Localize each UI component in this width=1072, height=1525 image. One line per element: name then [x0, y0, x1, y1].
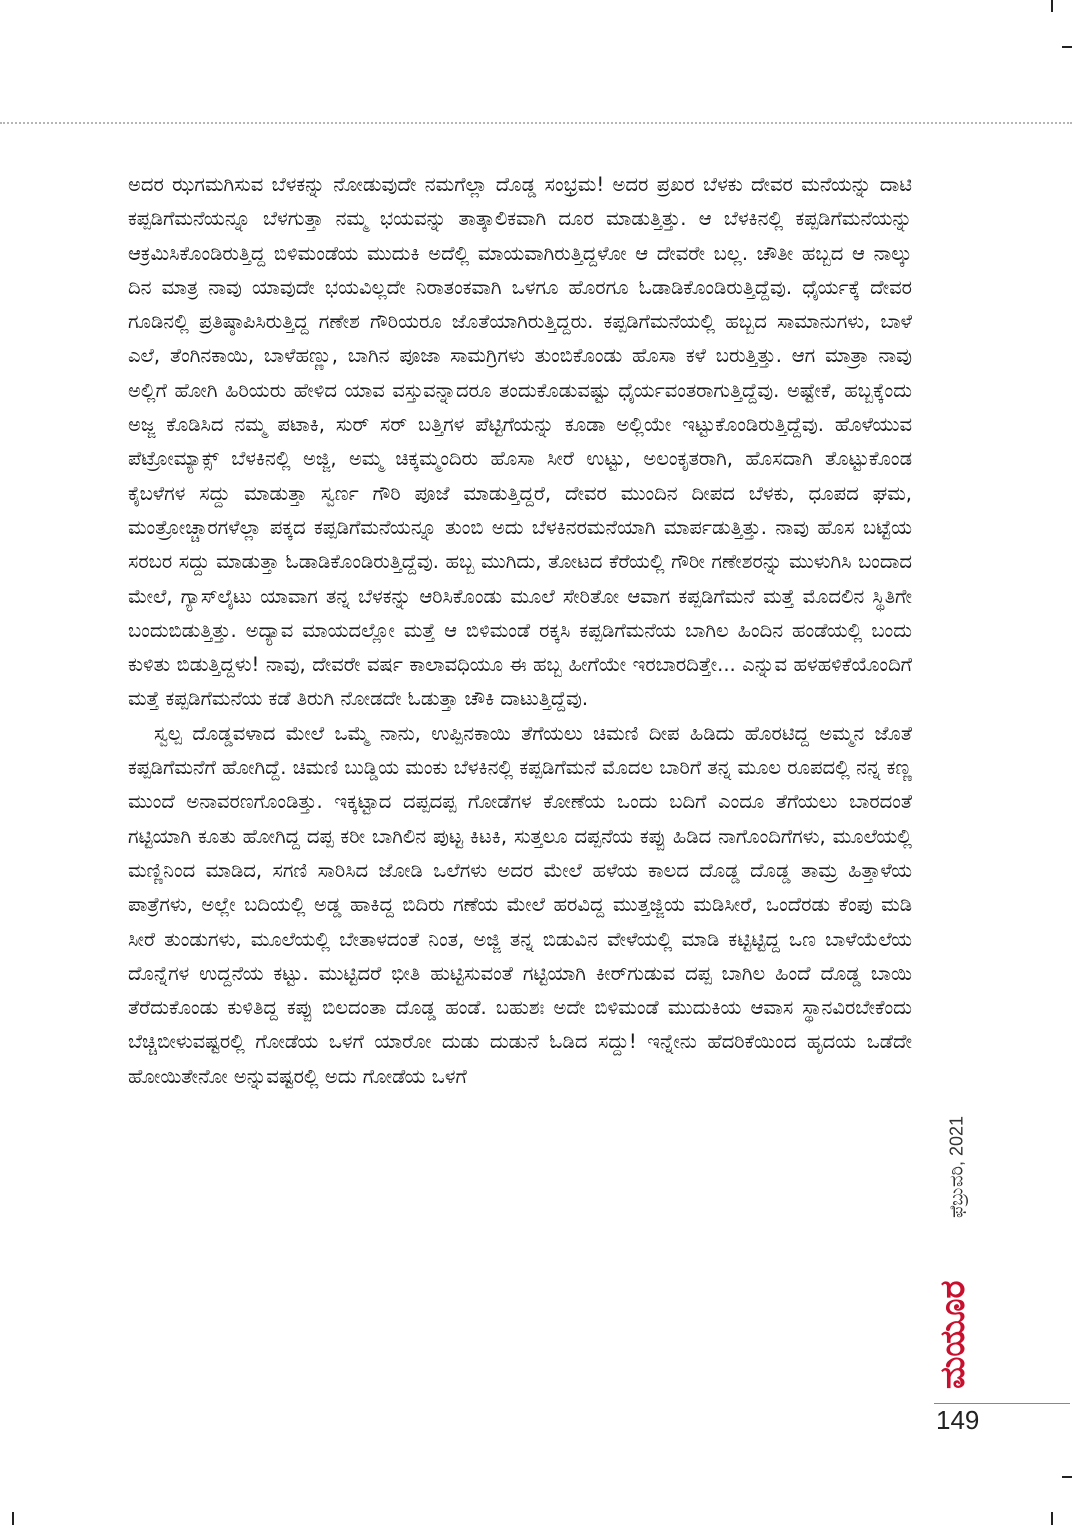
magazine-logo: ಮಯೂರ: [933, 1280, 973, 1390]
page-number-rule: [934, 1403, 1070, 1404]
article-paragraph-2: ಸ್ವಲ್ಪ ದೊಡ್ಡವಳಾದ ಮೇಲೆ ಒಮ್ಮೆ ನಾನು, ಉಪ್ಪಿನಕಾಯಿ ತೆಗೆಯಲು ಚಿಮಣಿ ದೀಪ ಹಿಡಿದು ಹೊರಟಿದ್ದ ಅಮ್ಮನ ಜೊತೆ ಕಪ್ಪಡಿಗೆಮನೆಗೆ ಹೋಗಿದ್ದೆ. ಚಿಮಣಿ ಬುಡ್ಡಿಯ ಮಂಕು ಬೆಳಕಿನಲ್ಲಿ ಕಪ್ಪಡಿಗೆಮನೆ ಮೊದಲ ಬಾರಿಗೆ ತನ್ನ ಮೂಲ ರೂಪದಲ್ಲಿ ನನ್ನ ಕಣ್ಣ ಮುಂದೆ ಅನಾವರಣಗೊಂಡಿತ್ತು. ಇಕ್ಕಟ್ಟಾದ ದಪ್ಪದಪ್ಪ ಗೋಡೆಗಳ ಕೋಣೆಯ ಒಂದು ಬದಿಗೆ ಎಂದೂ ತೆಗೆಯಲು ಬಾರದಂತೆ ಗಟ್ಟಿಯಾಗಿ ಕೂತು ಹೋಗಿದ್ದ ದಪ್ಪ ಕರೀ ಬಾಗಿಲಿನ ಪುಟ್ಟ ಕಿಟಕಿ, ಸುತ್ತಲೂ ದಪ್ಪನೆಯ ಕಪ್ಪು ಹಿಡಿದ ನಾಗೊಂದಿಗೆಗಳು, ಮೂಲೆಯಲ್ಲಿ ಮಣ್ಣಿನಿಂದ ಮಾಡಿದ, ಸಗಣಿ ಸಾರಿಸಿದ ಜೋಡಿ ಒಲೆಗಳು ಅದರ ಮೇಲೆ ಹಳೆಯ ಕಾಲದ ದೊಡ್ಡ ದೊಡ್ಡ ತಾಮ್ರ ಹಿತ್ತಾಳೆಯ ಪಾತ್ರೆಗಳು, ಅಲ್ಲೇ ಬದಿಯಲ್ಲಿ ಅಡ್ಡ ಹಾಕಿದ್ದ ಬಿದಿರು ಗಣೆಯ ಮೇಲೆ ಹರವಿದ್ದ ಮುತ್ತಜ್ಜಿಯ ಮಡಿಸೀರೆ, ಒಂದೆರಡು ಕೆಂಪು ಮಡಿ ಸೀರೆ ತುಂಡುಗಳು, ಮೂಲೆಯಲ್ಲಿ ಬೇತಾಳದಂತೆ ನಿಂತ, ಅಜ್ಜಿ ತನ್ನ ಬಿಡುವಿನ ವೇಳೆಯಲ್ಲಿ ಮಾಡಿ ಕಟ್ಟಿಟ್ಟಿದ್ದ ಒಣ ಬಾಳೆಯೆಲೆಯ ದೊನ್ನೆಗಳ ಉದ್ದನೆಯ ಕಟ್ಟು. ಮುಟ್ಟಿದರೆ ಭೀತಿ ಹುಟ್ಟಿಸುವಂತೆ ಗಟ್ಟಿಯಾಗಿ ಕೀರ್‌ಗುಡುವ ದಪ್ಪ ಬಾಗಿಲ ಹಿಂದೆ ದೊಡ್ಡ ಬಾಯಿ ತೆರೆದುಕೊಂಡು ಕುಳಿತಿದ್ದ ಕಪ್ಪು ಬಿಲದಂತಾ ದೊಡ್ಡ ಹಂಡೆ. ಬಹುಶಃ ಅದೇ ಬಿಳಿಮಂಡೆ ಮುದುಕಿಯ ಆವಾಸ ಸ್ಥಾನವಿರಬೇಕೆಂದು ಬೆಚ್ಚಿಬೀಳುವಷ್ಟರಲ್ಲಿ ಗೋಡೆಯ ಒಳಗೆ ಯಾರೋ ದುಡು ದುಡುನೆ ಓಡಿದ ಸದ್ದು! ಇನ್ನೇನು ಹೆದರಿಕೆಯಿಂದ ಹೃದಯ ಒಡೆದೇ ಹೋಯಿತೇನೋ ಅನ್ನುವಷ್ಟರಲ್ಲಿ ಅದು ಗೋಡೆಯ ಒಳಗೆ: [128, 721, 912, 1088]
crop-mark-right-top: [1062, 46, 1072, 48]
crop-mark-bottom-right: [1051, 1512, 1053, 1525]
article-body: [128, 168, 912, 1094]
crop-mark-bottom-left: [12, 1512, 14, 1525]
issue-date: ಫೆಬ್ರುವರಿ, 2021: [946, 1115, 967, 1219]
crop-mark-right-bottom: [1062, 1476, 1072, 1478]
article-paragraph-1: ಅದರ ಝಗಮಗಿಸುವ ಬೆಳಕನ್ನು ನೋಡುವುದೇ ನಮಗೆಲ್ಲಾ ದೊಡ್ಡ ಸಂಭ್ರಮ! ಅದರ ಪ್ರಖರ ಬೆಳಕು ದೇವರ ಮನೆಯನ್ನು ದಾಟಿ ಕಪ್ಪಡಿಗೆಮನೆಯನ್ನೂ ಬೆಳಗುತ್ತಾ ನಮ್ಮ ಭಯವನ್ನು ತಾತ್ಕಾಲಿಕವಾಗಿ ದೂರ ಮಾಡುತ್ತಿತ್ತು. ಆ ಬೆಳಕಿನಲ್ಲಿ ಕಪ್ಪಡಿಗೆಮನೆಯನ್ನು ಆಕ್ರಮಿಸಿಕೊಂಡಿರುತ್ತಿದ್ದ ಬಿಳಿಮಂಡೆಯ ಮುದುಕಿ ಅದೆಲ್ಲಿ ಮಾಯವಾಗಿರುತ್ತಿದ್ದಳೋ ಆ ದೇವರೇ ಬಲ್ಲ. ಚೌತೀ ಹಬ್ಬದ ಆ ನಾಲ್ಕು ದಿನ ಮಾತ್ರ ನಾವು ಯಾವುದೇ ಭಯವಿಲ್ಲದೇ ನಿರಾತಂಕವಾಗಿ ಒಳಗೂ ಹೊರಗೂ ಓಡಾಡಿಕೊಂಡಿರುತ್ತಿದ್ದೆವು. ಧೈರ್ಯಕ್ಕೆ ದೇವರ ಗೂಡಿನಲ್ಲಿ ಪ್ರತಿಷ್ಠಾಪಿಸಿರುತ್ತಿದ್ದ ಗಣೇಶ ಗೌರಿಯರೂ ಜೊತೆಯಾಗಿರುತ್ತಿದ್ದರು. ಕಪ್ಪಡಿಗೆಮನೆಯಲ್ಲಿ ಹಬ್ಬದ ಸಾಮಾನುಗಳು, ಬಾಳೆ ಎಲೆ, ತೆಂಗಿನಕಾಯಿ, ಬಾಳೆಹಣ್ಣು, ಬಾಗಿನ ಪೂಜಾ ಸಾಮಗ್ರಿಗಳು ತುಂಬಿಕೊಂಡು ಹೊಸಾ ಕಳೆ ಬರುತ್ತಿತ್ತು. ಆಗ ಮಾತ್ರಾ ನಾವು ಅಲ್ಲಿಗೆ ಹೋಗಿ ಹಿರಿಯರು ಹೇಳಿದ ಯಾವ ವಸ್ತುವನ್ನಾದರೂ ತಂದುಕೊಡುವಷ್ಟು ಧೈರ್ಯವಂತರಾಗುತ್ತಿದ್ದೆವು. ಅಷ್ಟೇಕೆ, ಹಬ್ಬಕ್ಕೆಂದು ಅಜ್ಜ ಕೊಡಿಸಿದ ನಮ್ಮ ಪಟಾಕಿ, ಸುರ್ ಸರ್ ಬತ್ತಿಗಳ ಪೆಟ್ಟಿಗೆಯನ್ನು ಕೂಡಾ ಅಲ್ಲಿಯೇ ಇಟ್ಟುಕೊಂಡಿರುತ್ತಿದ್ದೆವು. ಹೊಳೆಯುವ ಪೆಟ್ರೋಮ್ಯಾಕ್ಸ್ ಬೆಳಕಿನಲ್ಲಿ ಅಜ್ಜಿ, ಅಮ್ಮ ಚಿಕ್ಕಮ್ಮಂದಿರು ಹೊಸಾ ಸೀರೆ ಉಟ್ಟು, ಅಲಂಕೃತರಾಗಿ, ಹೊಸದಾಗಿ ತೊಟ್ಟುಕೊಂಡ ಕೈಬಳೆಗಳ ಸದ್ದು ಮಾಡುತ್ತಾ ಸ್ವರ್ಣ ಗೌರಿ ಪೂಜೆ ಮಾಡುತ್ತಿದ್ದರೆ, ದೇವರ ಮುಂದಿನ ದೀಪದ ಬೆಳಕು, ಧೂಪದ ಘಮ, ಮಂತ್ರೋಚ್ಚಾರಗಳೆಲ್ಲಾ ಪಕ್ಕದ ಕಪ್ಪಡಿಗೆಮನೆಯನ್ನೂ ತುಂಬಿ ಅದು ಬೆಳಕಿನರಮನೆಯಾಗಿ ಮಾರ್ಪಡುತ್ತಿತ್ತು. ನಾವು ಹೊಸ ಬಟ್ಟೆಯ ಸರಬರ ಸದ್ದು ಮಾಡುತ್ತಾ ಓಡಾಡಿಕೊಂಡಿರುತ್ತಿದ್ದೆವು. ಹಬ್ಬ ಮುಗಿದು, ತೋಟದ ಕೆರೆಯಲ್ಲಿ ಗೌರೀ ಗಣೇಶರನ್ನು ಮುಳುಗಿಸಿ ಬಂದಾದ ಮೇಲೆ, ಗ್ಯಾಸ್‌ಲೈಟು ಯಾವಾಗ ತನ್ನ ಬೆಳಕನ್ನು ಆರಿಸಿಕೊಂಡು ಮೂಲೆ ಸೇರಿತೋ ಆವಾಗ ಕಪ್ಪಡಿಗೆಮನೆ ಮತ್ತೆ ಮೊದಲಿನ ಸ್ಥಿತಿಗೇ ಬಂದುಬಿಡುತ್ತಿತ್ತು. ಅದ್ಯಾವ ಮಾಯದಲ್ಲೋ ಮತ್ತೆ ಆ ಬಿಳಿಮಂಡೆ ರಕ್ಕಸಿ ಕಪ್ಪಡಿಗೆಮನೆಯ ಬಾಗಿಲ ಹಿಂದಿನ ಹಂಡೆಯಲ್ಲಿ ಬಂದು ಕುಳಿತು ಬಿಡುತ್ತಿದ್ದಳು! ನಾವು, ದೇವರೇ ವರ್ಷ ಕಾಲಾವಧಿಯೂ ಈ ಹಬ್ಬ ಹೀಗೆಯೇ ಇರಬಾರದಿತ್ತೇ... ಎನ್ನುವ ಹಳಹಳಿಕೆಯೊಂದಿಗೆ ಮತ್ತೆ ಕಪ್ಪಡಿಗೆಮನೆಯ ಕಡೆ ತಿರುಗಿ ನೋಡದೇ ಓಡುತ್ತಾ ಚೌಕಿ ದಾಟುತ್ತಿದ್ದೆವು.: [128, 173, 912, 711]
crop-mark-top-right: [1051, 0, 1053, 12]
page-number: 149: [936, 1405, 980, 1435]
header-dotted-rule: [0, 122, 1072, 124]
